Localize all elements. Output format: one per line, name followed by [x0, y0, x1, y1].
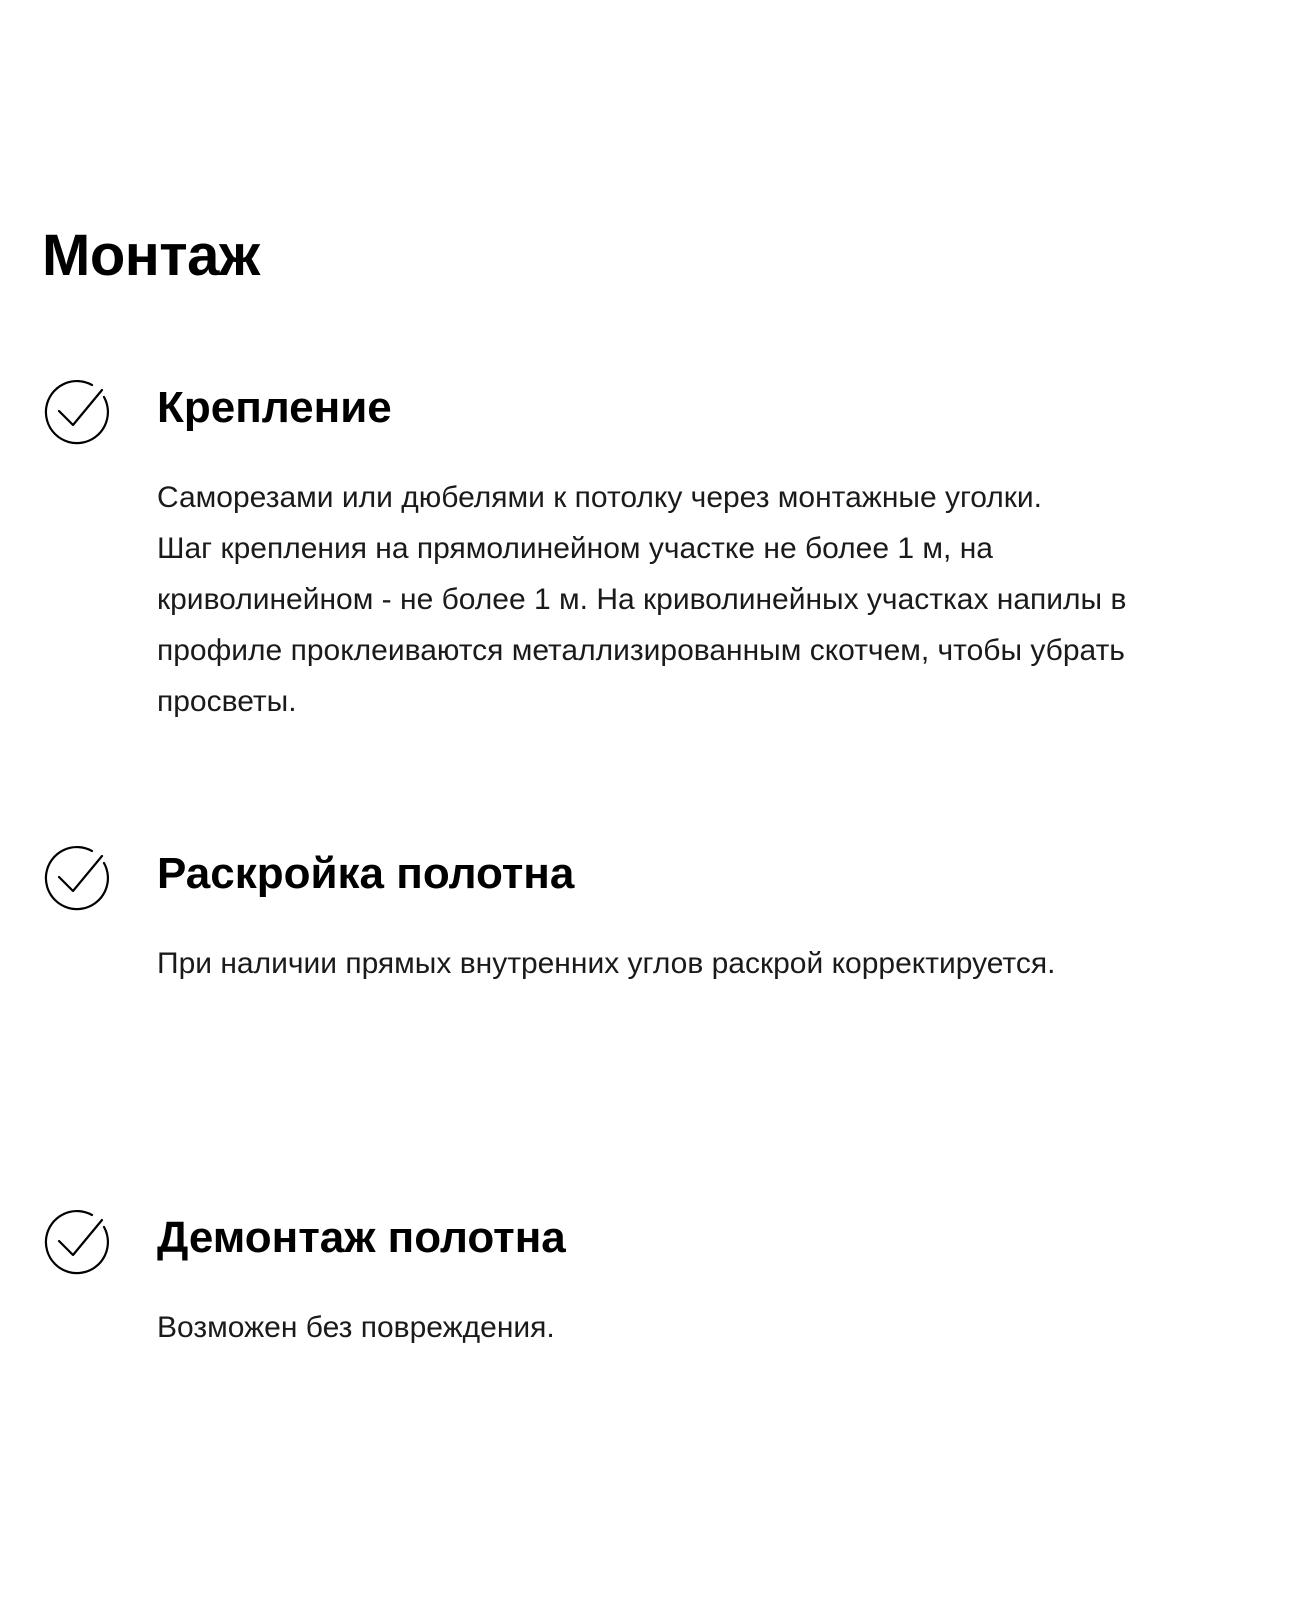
feature-description	[157, 938, 1257, 989]
description-line: профиле проклеиваются металлизированным скотчем, чтобы убрать	[157, 634, 1125, 667]
feature-title: Раскройка полотна	[157, 849, 575, 898]
page-title: Монтаж	[42, 223, 260, 288]
feature-title: Демонтаж полотна	[157, 1213, 566, 1262]
feature-description	[157, 1302, 1257, 1353]
feature-title: Крепление	[157, 383, 392, 432]
description-line: Саморезами или дюбелями к потолку через монтажные уголки.	[157, 481, 1043, 514]
feature-description	[157, 472, 1257, 727]
description-line: Шаг крепления на прямолинейном участке не более 1 м, на	[157, 532, 993, 565]
description-line: При наличии прямых внутренних углов раскрой корректируется.	[157, 947, 1056, 980]
check-circle-icon	[42, 1208, 112, 1278]
check-circle-icon	[42, 378, 112, 448]
check-circle-icon	[42, 844, 112, 914]
description-line: Возможен без повреждения.	[157, 1311, 555, 1344]
description-line: просветы.	[157, 685, 297, 718]
description-line: криволинейном - не более 1 м. На криволинейных участках напилы в	[157, 583, 1127, 616]
